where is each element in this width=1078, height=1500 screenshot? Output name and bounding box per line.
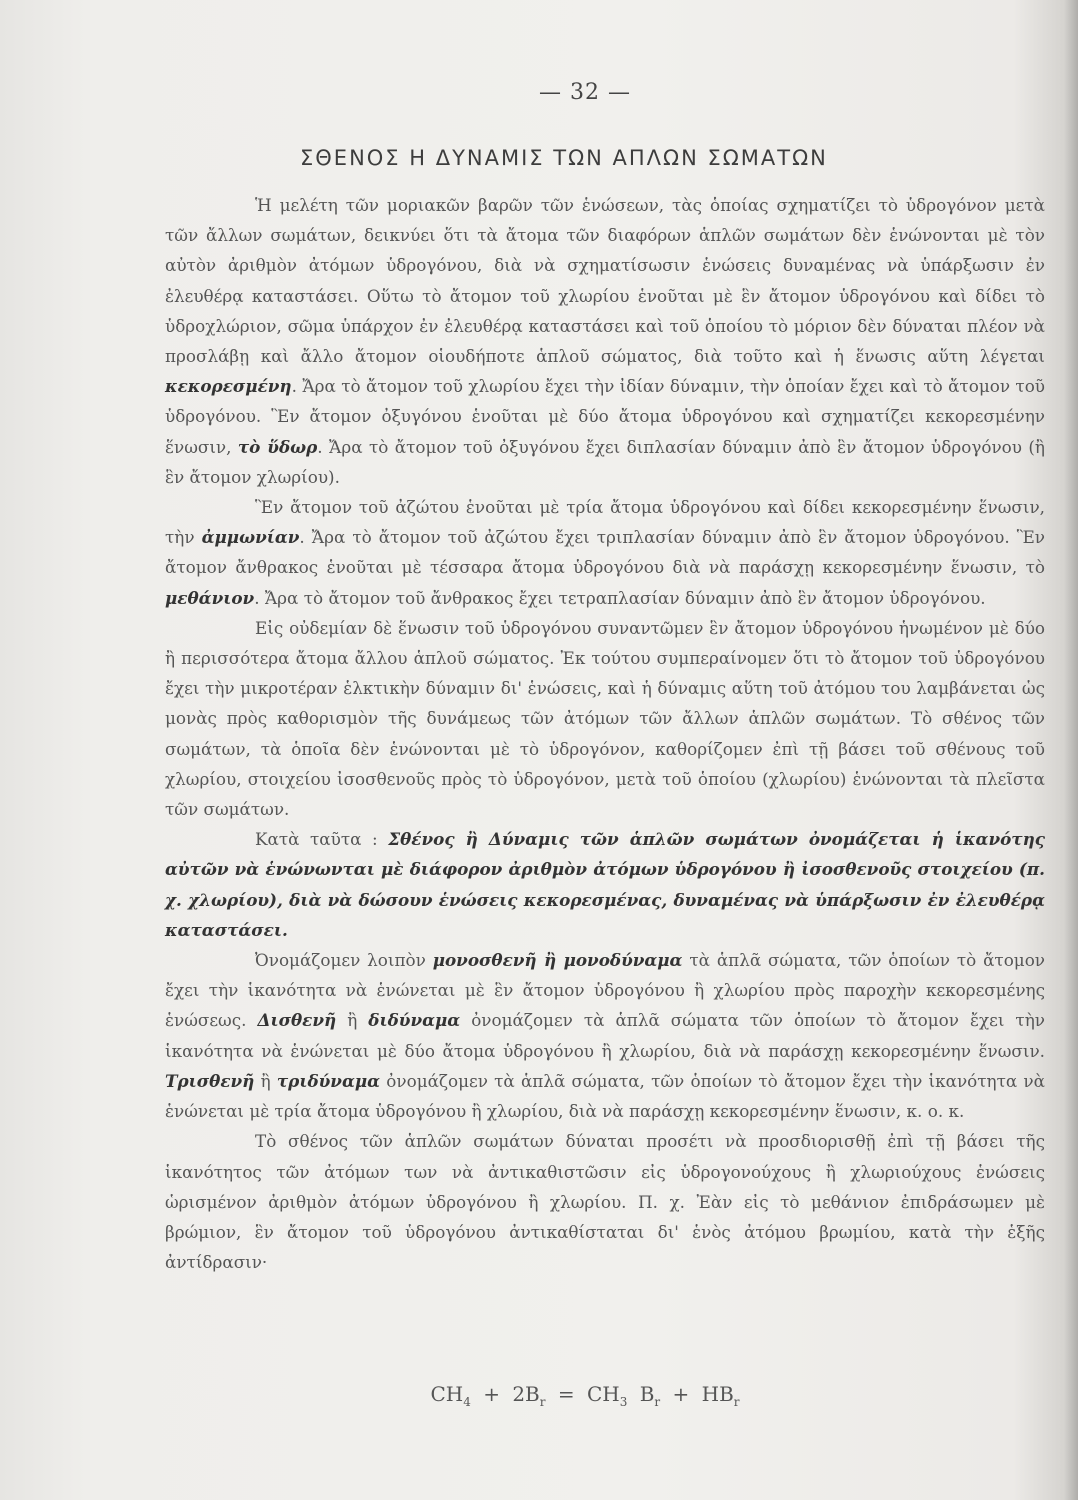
formula-operator: +: [483, 1382, 500, 1406]
text-run: Κατὰ ταῦτα :: [255, 829, 378, 850]
formula-part: HB: [701, 1382, 734, 1406]
paragraph-4-definition: [165, 824, 1045, 945]
paragraph-1: [165, 190, 1045, 492]
text-run: . Ἄρα τὸ ἄτομον τοῦ ὀξυγόνου ἔχει διπλασίαν δύναμιν ἀπὸ ἓν ἄτομον ὑδρογόνου (ἢ ἓν ἄτομον χλωρίου).: [165, 436, 1045, 487]
emphasis: κεκορεσμένη: [165, 376, 292, 397]
emphasis: τριδύναμα: [276, 1070, 381, 1091]
formula-subscript: 4: [463, 1395, 471, 1409]
paragraph-5: [165, 945, 1045, 1126]
page-title: ΣΘΕΝΟΣ Η ΔΥΝΑΜΙΣ ΤΩΝ ΑΠΛΩΝ ΣΩΜΑΤΩΝ: [300, 146, 828, 170]
text-run: . Ἄρα τὸ ἄτομον τοῦ ἀζώτου ἔχει τριπλασίαν δύναμιν ἀπὸ ἓν ἄτομον ὑδρογόνου. Ἓν ἄτομον ἄνθρακος ἑνοῦται μὲ τέσσαρα ἄτομα ὑδρογόνου διὰ νὰ παράσχῃ κεκορεσμένην ἕνωσιν, τὸ: [165, 527, 1045, 578]
chemical-equation: [0, 1382, 1078, 1409]
paragraph-3: [165, 613, 1045, 824]
emphasis: μεθάνιον: [165, 587, 255, 608]
text-run: ὀνομάζομεν τὰ ἁπλᾶ σώματα, τῶν ὁποίων τὸ ἄτομον ἔχει τὴν ἱκανότητα νὰ ἑνώνεται μὲ τρία ἄτομα ὑδρογόνου ἢ χλωρίου, διὰ νὰ παράσχῃ κεκορεσμένην ἕνωσιν, κ. ο. κ.: [165, 1070, 1045, 1122]
paragraph-2: [165, 492, 1045, 613]
body-text: [165, 190, 1045, 1277]
emphasis: Τρισθενῆ: [165, 1070, 255, 1091]
paragraph-6: [165, 1126, 1045, 1277]
text-run: Ἡ μελέτη τῶν μοριακῶν βαρῶν τῶν ἑνώσεων, τὰς ὁποίας σχηματίζει τὸ ὑδρογόνον μετὰ τῶν ἄλλων σωμάτων, δεικνύει ὅτι τὰ ἄτομα τῶν διαφόρων ἁπλῶν σωμάτων δὲν ἑνώνονται μὲ τὸν αὐτὸν ἀριθμὸν ἀτόμων ὑδρογόνου, διὰ νὰ σχηματίσωσιν ἑνώσεις δυναμένας νὰ ὑπάρξωσιν ἐν ἐλευθέρᾳ καταστάσει. Οὕτω τὸ ἄτομον τοῦ χλωρίου ἑνοῦται μὲ ἓν ἄτομον ὑδρογόνου καὶ δίδει τὸ ὑδροχλώριον, σῶμα ὑπάρχον ἐν ἐλευθέρᾳ καταστάσει καὶ τοῦ ὁποίου τὸ μόριον δὲν δύναται πλέον νὰ προσλάβῃ καὶ ἄλλο ἄτομον οἱουδήποτε ἁπλοῦ σώματος, διὰ τοῦτο καὶ ἡ ἕνωσις αὕτη λέγεται: [165, 195, 1045, 367]
emphasis: Δισθενῆ: [257, 1010, 337, 1031]
formula-subscript: r: [539, 1395, 546, 1409]
emphasis: διδύναμα: [368, 1010, 461, 1031]
formula-subscript: r: [654, 1395, 661, 1409]
formula-part: 2B: [512, 1382, 540, 1406]
formula-part: B: [639, 1382, 655, 1406]
text-run: ὀνομάζομεν τὰ ἁπλᾶ σώματα τῶν ὁποίων τὸ ἄτομον ἔχει τὴν ἱκανότητα νὰ ἑνώνεται μὲ δύο ἄτομα ὑδρογόνου ἢ χλωρίου, διὰ νὰ παράσχῃ κεκορεσμένην ἕνωσιν.: [165, 1010, 1045, 1061]
text-run: . Ἄρα τὸ ἄτομον τοῦ χλωρίου ἔχει τὴν ἰδίαν δύναμιν, τὴν ὁποίαν ἔχει καὶ τὸ ἄτομον τοῦ ὑδρογόνου. Ἓν ἄτομον ὀξυγόνου ἑνοῦται μὲ δύο ἄτομα ὑδρογόνου καὶ σχηματίζει κεκορεσμένην ἕνωσιν,: [165, 376, 1045, 457]
formula-part: CH: [430, 1382, 464, 1406]
text-run: Ἓν ἄτομον τοῦ ἀζώτου ἑνοῦται μὲ τρία ἄτομα ὑδρογόνου καὶ δίδει κεκορεσμένην ἕνωσιν, τὴν: [165, 497, 1045, 548]
formula-operator: +: [672, 1382, 690, 1406]
formula-part: CH: [586, 1382, 620, 1406]
text-run: Ὀνομάζομεν λοιπὸν: [255, 950, 426, 971]
text-run: ἢ: [347, 1010, 358, 1031]
formula-operator: =: [557, 1382, 575, 1406]
emphasis: μονοσθενῆ ἢ μονοδύναμα: [432, 950, 683, 971]
text-run: Τὸ σθένος τῶν ἁπλῶν σωμάτων δύναται προσέτι νὰ προσδιορισθῇ ἐπὶ τῇ βάσει τῆς ἱκανότητος τῶν ἀτόμων των νὰ ἀντικαθιστῶσιν εἰς ὑδρογονούχους ἢ χλωριούχους ἑνώσεις ὡρισμένον ἀριθμὸν ἀτόμων ὑδρογόνου ἢ χλωρίου. Π. χ. Ἐὰν εἰς τὸ μεθάνιον ἐπιδράσωμεν μὲ βρώμιον, ἓν ἄτομον τοῦ ὑδρογόνου ἀντικαθίσταται δι' ἑνὸς ἀτόμου βρωμίου, κατὰ τὴν ἑξῆς ἀντίδρασιν·: [165, 1131, 1045, 1273]
emphasis: ἀμμωνίαν: [201, 527, 300, 548]
text-run: τὰ ἁπλᾶ σώματα, τῶν ὁποίων τὸ ἄτομον ἔχει τὴν ἱκανότητα νὰ ἑνώνεται μὲ ἓν ἄτομον ὑδρογόνου ἢ χλωρίου πρὸς παροχὴν κεκορεσμένης ἑνώσεως.: [165, 950, 1046, 1031]
text-run: Εἰς οὐδεμίαν δὲ ἕνωσιν τοῦ ὑδρογόνου συναντῶμεν ἓν ἄτομον ὑδρογόνου ἡνωμένον μὲ δύο ἢ περισσότερα ἄτομα ἄλλου ἁπλοῦ σώματος. Ἐκ τούτου συμπεραίνομεν ὅτι τὸ ἄτομον τοῦ ὑδρογόνου ἔχει τὴν μικροτέραν ἑλκτικὴν δύναμιν δι' ἑνώσεις, καὶ ἡ δύναμις αὕτη τοῦ ἀτόμου του λαμβάνεται ὡς μονὰς πρὸς καθορισμὸν τῆς δυνάμεως τῶν ἀτόμων τῶν ἄλλων ἁπλῶν σωμάτων. Τὸ σθένος τῶν σωμάτων, τὰ ὁποῖα δὲν ἑνώνονται μὲ τὸ ὑδρογόνον, καθορίζομεν ἐπὶ τῇ βάσει τοῦ σθένους τοῦ χλωρίου, στοιχείου ἰσοσθενοῦς πρὸς τὸ ὑδρογόνον, μετὰ τοῦ ὁποίου (χλωρίου) ἑνώνονται τὰ πλεῖστα τῶν σωμάτων.: [165, 617, 1045, 820]
formula-subscript: r: [733, 1395, 740, 1409]
emphasis: τὸ ὕδωρ: [237, 436, 318, 457]
definition-emphasis: Σθένος ἢ Δύναμις τῶν ἁπλῶν σωμάτων ὀνομάζεται ἡ ἱκανότης αὐτῶν νὰ ἑνώνωνται μὲ διάφορον ἀριθμὸν ἀτόμων ὑδρογόνου ἢ ἰσοσθενοῦς στοιχείου (π. χ. χλωρίου), διὰ νὰ δώσουν ἑνώσεις κεκορεσμένας, δυναμένας νὰ ὑπάρξωσιν ἐν ἐλευθέρᾳ καταστάσει.: [165, 829, 1045, 940]
formula-subscript: 3: [619, 1395, 628, 1409]
page-edge-shadow: [1064, 0, 1078, 1500]
text-run: . Ἄρα τὸ ἄτομον τοῦ ἄνθρακος ἔχει τετραπλασίαν δύναμιν ἀπὸ ἓν ἄτομον ὑδρογόνου.: [254, 587, 986, 608]
text-run: ἢ: [260, 1070, 271, 1091]
page-number: — 32 —: [539, 80, 631, 105]
